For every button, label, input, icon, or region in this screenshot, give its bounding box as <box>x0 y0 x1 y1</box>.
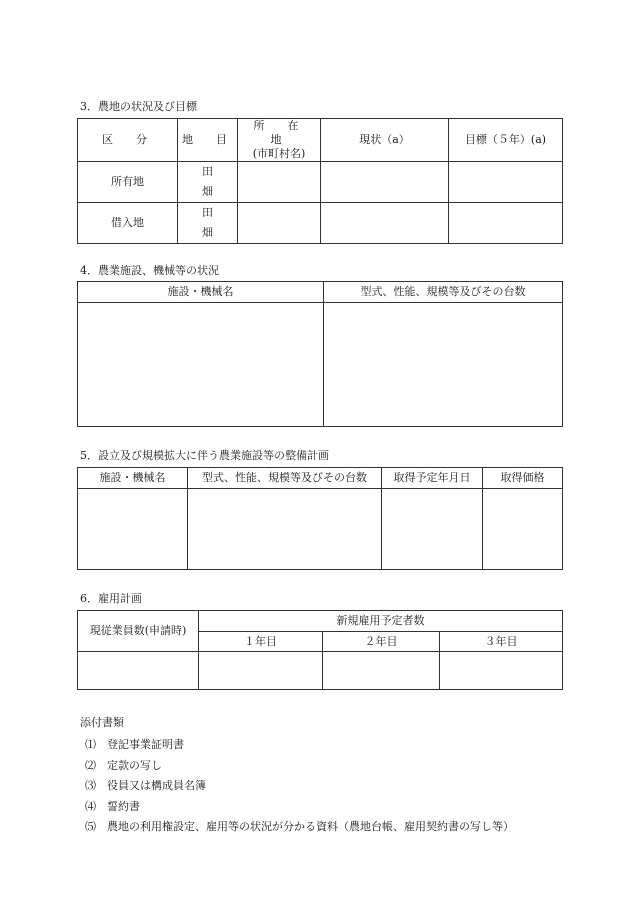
current-cell[interactable] <box>321 162 449 203</box>
farmland-table <box>77 118 563 244</box>
header-year-2: ２年目 <box>323 632 440 652</box>
header-location <box>238 119 321 162</box>
list-item <box>80 756 514 777</box>
land-type-field: 畑 <box>202 226 213 239</box>
current-staff-cell[interactable] <box>78 652 199 690</box>
header-equipment-spec: 型式、性能、規模等及びその台数 <box>324 282 563 303</box>
target-cell[interactable] <box>449 162 563 203</box>
header-new-hires: 新規雇用予定者数 <box>199 611 563 632</box>
target-cell[interactable] <box>449 203 563 244</box>
header-category: 区 分 <box>78 119 178 162</box>
section4-heading: 4．農業施設、機械等の状況 <box>80 264 219 277</box>
land-types <box>178 162 238 203</box>
header-year-1: １年目 <box>199 632 323 652</box>
item-text: 定款の写し <box>107 758 162 772</box>
item-number: ⑷ <box>85 799 96 813</box>
header-current-staff: 現従業員数(申請時) <box>78 611 199 652</box>
location-cell[interactable] <box>238 162 321 203</box>
year-1-cell[interactable] <box>199 652 323 690</box>
item-text: 農地の利用権設定、雇用等の状況が分かる資料（農地台帳、雇用契約書の写し等） <box>107 820 514 833</box>
list-item <box>80 776 514 797</box>
employment-table <box>77 610 563 690</box>
table-row <box>78 652 563 690</box>
item-text: 誓約書 <box>107 799 140 813</box>
header-target: 目標（５年）(a) <box>449 119 563 162</box>
land-types <box>178 203 238 244</box>
header-equipment-name: 施設・機械名 <box>78 282 324 303</box>
header-location-line1: 所 在 地 <box>253 119 322 146</box>
item-number: ⑶ <box>85 779 96 792</box>
section6-heading: 6．雇用計画 <box>80 592 142 605</box>
header-current: 現状（a） <box>321 119 449 162</box>
item-text: 役員又は構成員名簿 <box>107 779 206 792</box>
location-cell[interactable] <box>238 203 321 244</box>
row-label-leased: 借入地 <box>78 203 178 244</box>
attachments <box>80 714 514 838</box>
section3-heading: 3．農地の状況及び目標 <box>80 100 197 113</box>
table-row <box>78 203 563 244</box>
header-plan-name: 施設・機械名 <box>78 468 188 489</box>
land-type-paddy: 田 <box>202 206 213 219</box>
item-text: 登記事業証明書 <box>107 738 184 751</box>
header-location-line2: (市町村名) <box>252 147 306 160</box>
table-row <box>78 303 563 427</box>
plan-price-cell[interactable] <box>483 489 563 570</box>
attachments-title: 添付書類 <box>80 716 124 729</box>
facility-plan-table <box>77 467 563 570</box>
list-item <box>80 797 514 818</box>
equipment-name-cell[interactable] <box>78 303 324 427</box>
land-type-field: 畑 <box>202 185 213 198</box>
table-row <box>78 162 563 203</box>
plan-date-cell[interactable] <box>382 489 483 570</box>
year-2-cell[interactable] <box>323 652 440 690</box>
item-number: ⑸ <box>85 820 96 833</box>
current-cell[interactable] <box>321 203 449 244</box>
header-plan-spec: 型式、性能、規模等及びその台数 <box>188 468 382 489</box>
year-3-cell[interactable] <box>440 652 563 690</box>
plan-spec-cell[interactable] <box>188 489 382 570</box>
item-number: ⑵ <box>85 758 96 772</box>
equipment-spec-cell[interactable] <box>324 303 563 427</box>
section5-heading: 5．設立及び規模拡大に伴う農業施設等の整備計画 <box>80 449 329 462</box>
plan-name-cell[interactable] <box>78 489 188 570</box>
header-plan-date: 取得予定年月日 <box>382 468 483 489</box>
header-year-3: ３年目 <box>440 632 563 652</box>
header-plan-price: 取得価格 <box>483 468 563 489</box>
header-land-type: 地 目 <box>178 119 238 162</box>
equipment-table <box>77 281 563 427</box>
list-item <box>80 817 514 838</box>
table-row <box>78 489 563 570</box>
list-item <box>80 735 514 756</box>
land-type-paddy: 田 <box>202 165 213 178</box>
row-label-owned: 所有地 <box>78 162 178 203</box>
item-number: ⑴ <box>85 738 96 751</box>
